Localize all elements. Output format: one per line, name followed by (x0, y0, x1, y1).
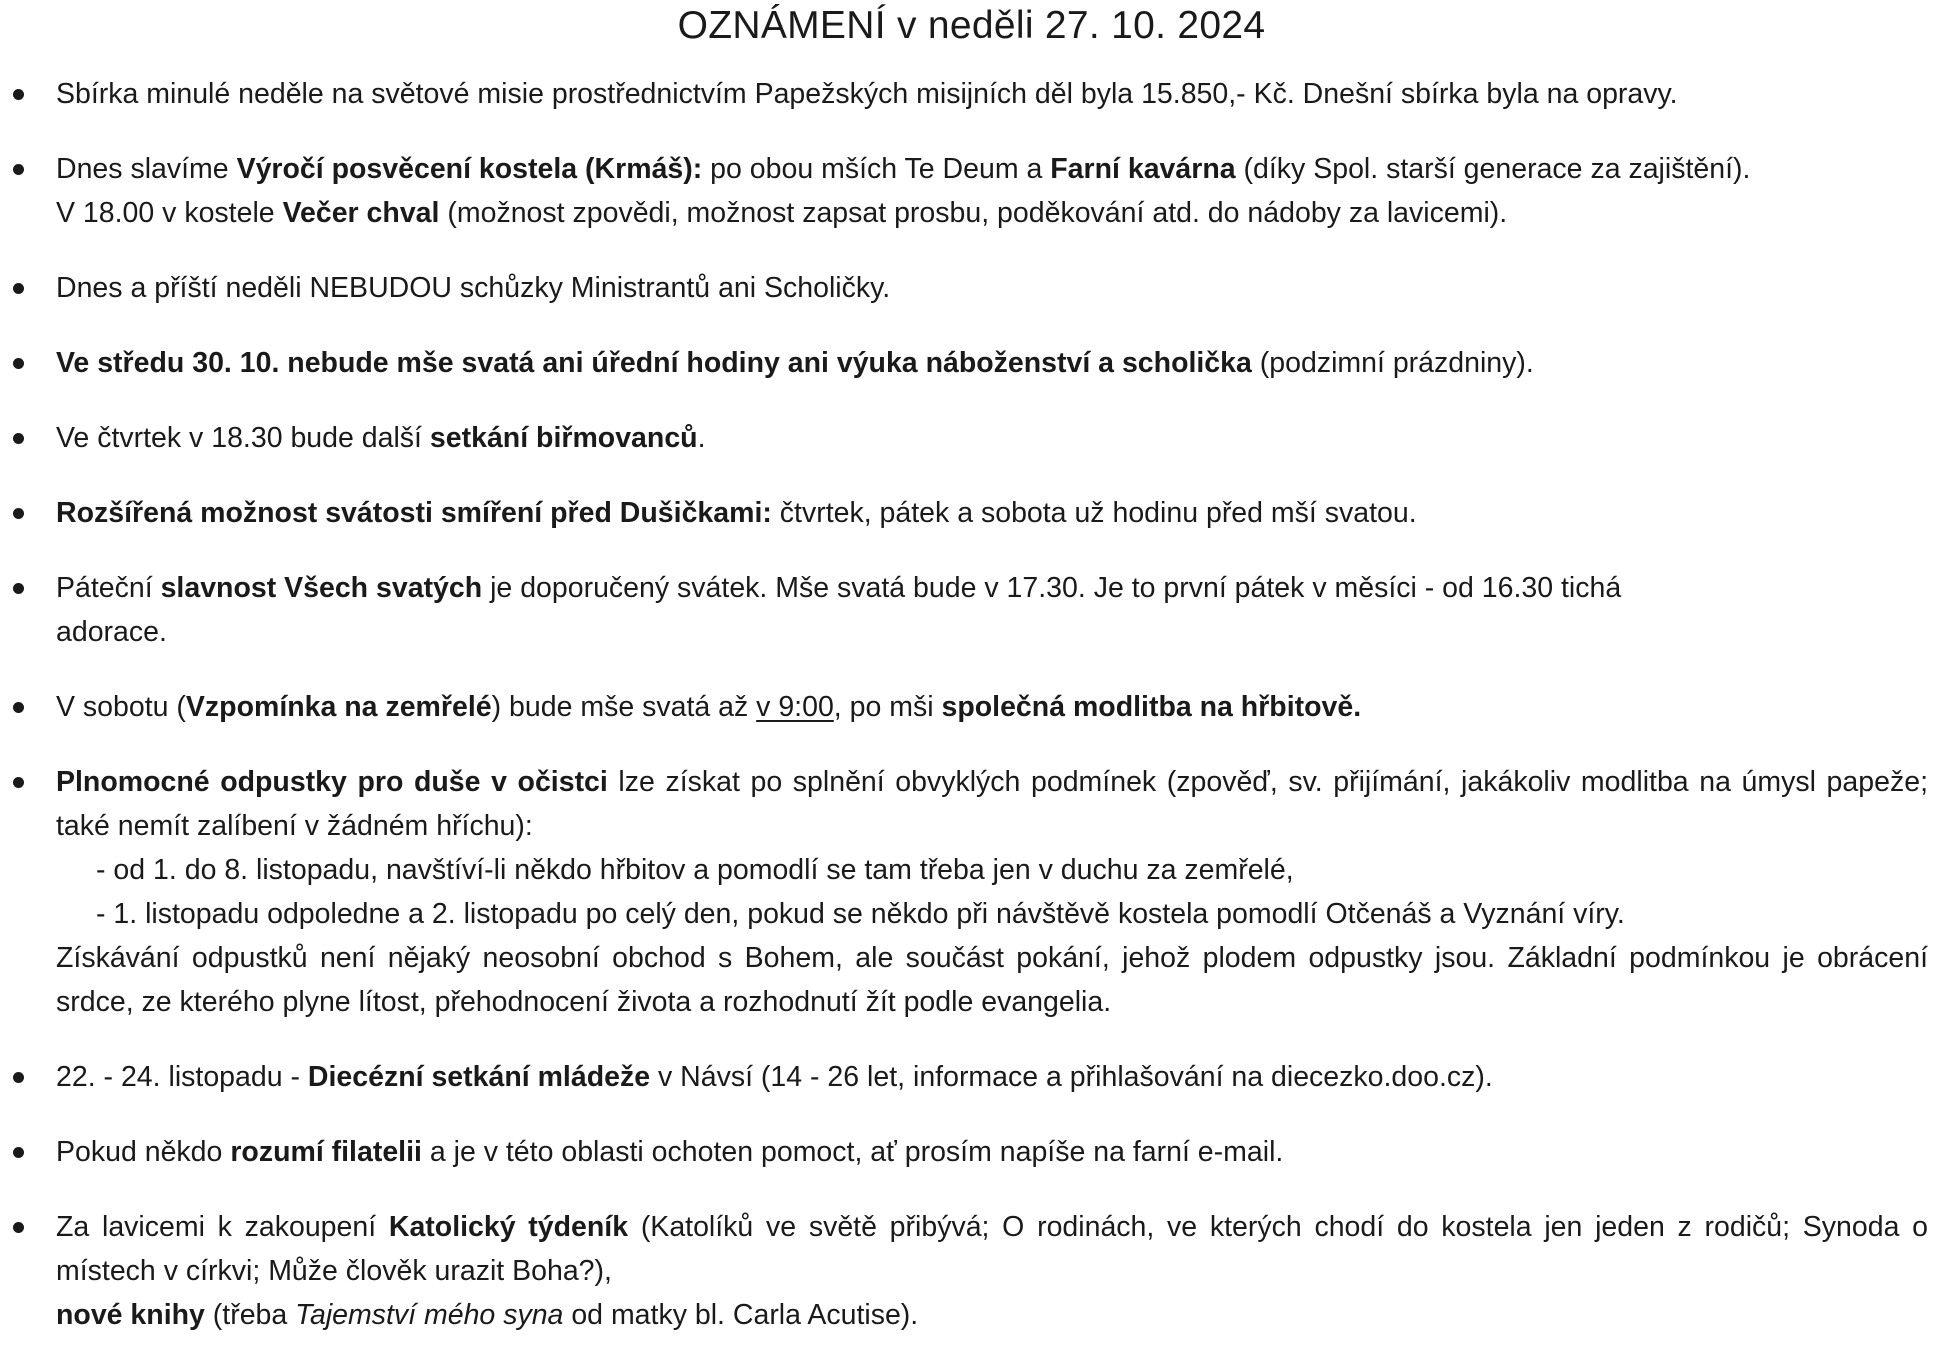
bullet-icon (13, 583, 24, 594)
item-text: Ve čtvrtek v 18.30 bude další setkání biřmovanců. (56, 422, 706, 454)
item-text: Dnes a příští neděli NEBUDOU schůzky Ministrantů ani Scholičky. (56, 272, 891, 304)
bullet-icon (13, 508, 24, 519)
page-title: OZNÁMENÍ v neděli 27. 10. 2024 (677, 4, 1266, 47)
bullet-icon (13, 1147, 24, 1158)
item-text: Rozšířená možnost svátosti smíření před Dušičkami: čtvrtek, pátek a sobota už hodinu před mší svatou. (56, 497, 1417, 529)
item-text: Ve středu 30. 10. nebude mše svatá ani úřední hodiny ani výuka náboženství a scholička (podzimní prázdniny). (56, 347, 1534, 379)
bullet-icon (13, 358, 24, 369)
item-text: Plnomocné odpustky pro duše v očistci lze získat po splnění obvyklých podmínek (zpověď, sv. přijímání, jakákoliv modlitba na úmysl papeže; také nemít zalíbení v žádném hříchu): - od 1. do 8. listopadu, navštíví-li někdo hřbitov a pomodlí se tam třeba jen v duchu za zemřelé, - 1. listopadu odpoledne a 2. listopadu po celý den, pokud se někdo při návštěvě kostela pomodlí Otčenáš a Vyznání víry. Získávání odpustků není nějaký neosobní obchod s Bohem, ale součást pokání, jehož plodem odpustky jsou. Základní podmínkou je obrácení srdce, ze kterého plyne lítost, přehodnocení života a rozhodnutí žít podle evangelia. (56, 760, 1928, 1024)
bullet-icon (13, 777, 24, 788)
sub-line: - od 1. do 8. listopadu, navštíví-li někdo hřbitov a pomodlí se tam třeba jen v duchu za zemřelé, (96, 854, 1294, 886)
bullet-icon (13, 89, 24, 100)
bullet-icon (13, 433, 24, 444)
bullet-icon (13, 1222, 24, 1233)
sub-line: - 1. listopadu odpoledne a 2. listopadu po celý den, pokud se někdo při návštěvě kostela pomodlí Otčenáš a Vyznání víry. (96, 898, 1625, 930)
item-text: Za lavicemi k zakoupení Katolický týdeník (Katolíků ve světě přibývá; O rodinách, ve kterých chodí do kostela jen jeden z rodičů; Synoda o místech v církvi; Může člověk urazit Boha?), nové knihy (třeba Tajemství mého syna od matky bl. Carla Acutise). (56, 1211, 1929, 1331)
item-text: V sobotu (Vzpomínka na zemřelé) bude mše svatá až v 9:00, po mši společná modlitba na hřbitově. (56, 691, 1362, 723)
paragraph: Získávání odpustků není nějaký neosobní obchod s Bohem, ale součást pokání, jehož plodem odpustky jsou. Základní podmínkou je obrácení srdce, ze kterého plyne lítost, přehodnocení života a rozhodnutí žít podle evangelia. (56, 942, 1928, 1018)
bullet-icon (13, 702, 24, 713)
item-text: Sbírka minulé neděle na světové misie prostřednictvím Papežských misijních děl byla 15.850,- Kč. Dnešní sbírka byla na opravy. (56, 78, 1678, 110)
bullet-icon (13, 164, 24, 175)
item-text: Páteční slavnost Všech svatých je doporučený svátek. Mše svatá bude v 17.30. Je to první pátek v měsíci - od 16.30 tichá adorace. (56, 572, 1622, 648)
item-text: Pokud někdo rozumí filatelii a je v této oblasti ochoten pomoct, ať prosím napíše na farní e-mail. (56, 1136, 1284, 1168)
item-text: 22. - 24. listopadu - Diecézní setkání mládeže v Návsí (14 - 26 let, informace a přihlašování na diecezko.doo.cz). (56, 1061, 1493, 1093)
item-text: Dnes slavíme Výročí posvěcení kostela (Krmáš): po obou mších Te Deum a Farní kavárna (díky Spol. starší generace za zajištění). V 18.00 v kostele Večer chval (možnost zpovědi, možnost zapsat prosbu, poděkování atd. do nádoby za lavicemi). (56, 153, 1751, 229)
bullet-icon (13, 1072, 24, 1083)
bullet-icon (13, 283, 24, 294)
